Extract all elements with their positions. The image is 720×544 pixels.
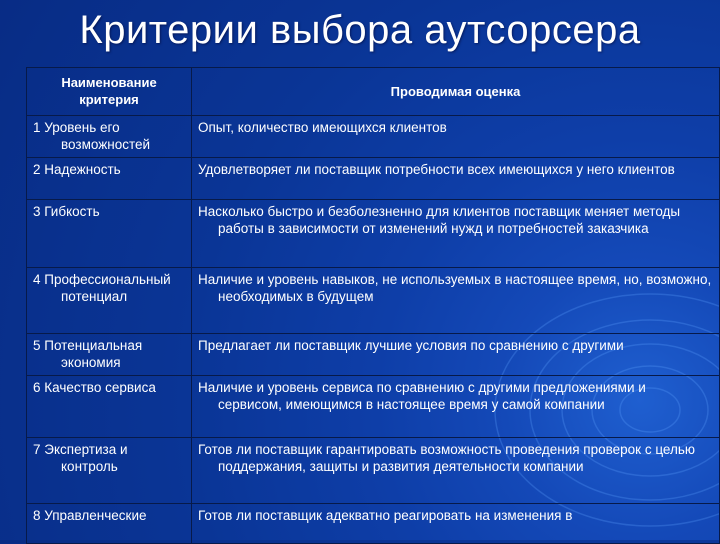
row-criterion: 7 Экспертиза и контроль — [33, 442, 128, 474]
table-row — [27, 334, 720, 376]
table-row — [27, 116, 720, 158]
row-criterion: 8 Управленческие — [33, 508, 147, 523]
row-criterion: 4 Профессиональный потенциал — [33, 272, 171, 304]
row-criterion: 5 Потенциальная экономия — [33, 338, 143, 370]
row-assessment: Наличие и уровень навыков, не используемых в настоящее время, но, возможно, необходимых в будущем — [198, 272, 712, 304]
row-assessment: Насколько быстро и безболезненно для клиентов поставщик меняет методы работы в зависимости от изменений нужд и потребностей заказчика — [198, 204, 681, 236]
table-row — [27, 504, 720, 544]
row-assessment: Предлагает ли поставщик лучшие условия по сравнению с другими — [198, 338, 624, 353]
criteria-table — [26, 67, 720, 544]
table-row — [27, 158, 720, 200]
table-header-row — [27, 68, 720, 116]
row-assessment: Готов ли поставщик адекватно реагировать на изменения в — [198, 508, 573, 523]
table-row — [27, 200, 720, 268]
row-assessment: Удовлетворяет ли поставщик потребности всех имеющихся у него клиентов — [198, 162, 675, 177]
row-criterion: 2 Надежность — [33, 162, 121, 177]
row-criterion: 3 Гибкость — [33, 204, 100, 219]
header-criterion: Наименование критерия — [27, 68, 192, 116]
table-row — [27, 376, 720, 438]
table-row — [27, 268, 720, 334]
row-criterion: 6 Качество сервиса — [33, 380, 156, 395]
row-criterion: 1 Уровень его возможностей — [33, 120, 151, 152]
slide-title: Критерии выбора аутсорсера — [79, 8, 641, 52]
row-assessment: Наличие и уровень сервиса по сравнению с другими предложениями и сервисом, имеющимся в настоящее время у самой компании — [198, 380, 646, 412]
row-assessment: Опыт, количество имеющихся клиентов — [198, 120, 447, 135]
row-assessment: Готов ли поставщик гарантировать возможность проведения проверок с целью поддержания, защиты и развития деятельности компании — [198, 442, 696, 474]
header-assessment: Проводимая оценка — [192, 68, 720, 116]
table-row — [27, 438, 720, 504]
